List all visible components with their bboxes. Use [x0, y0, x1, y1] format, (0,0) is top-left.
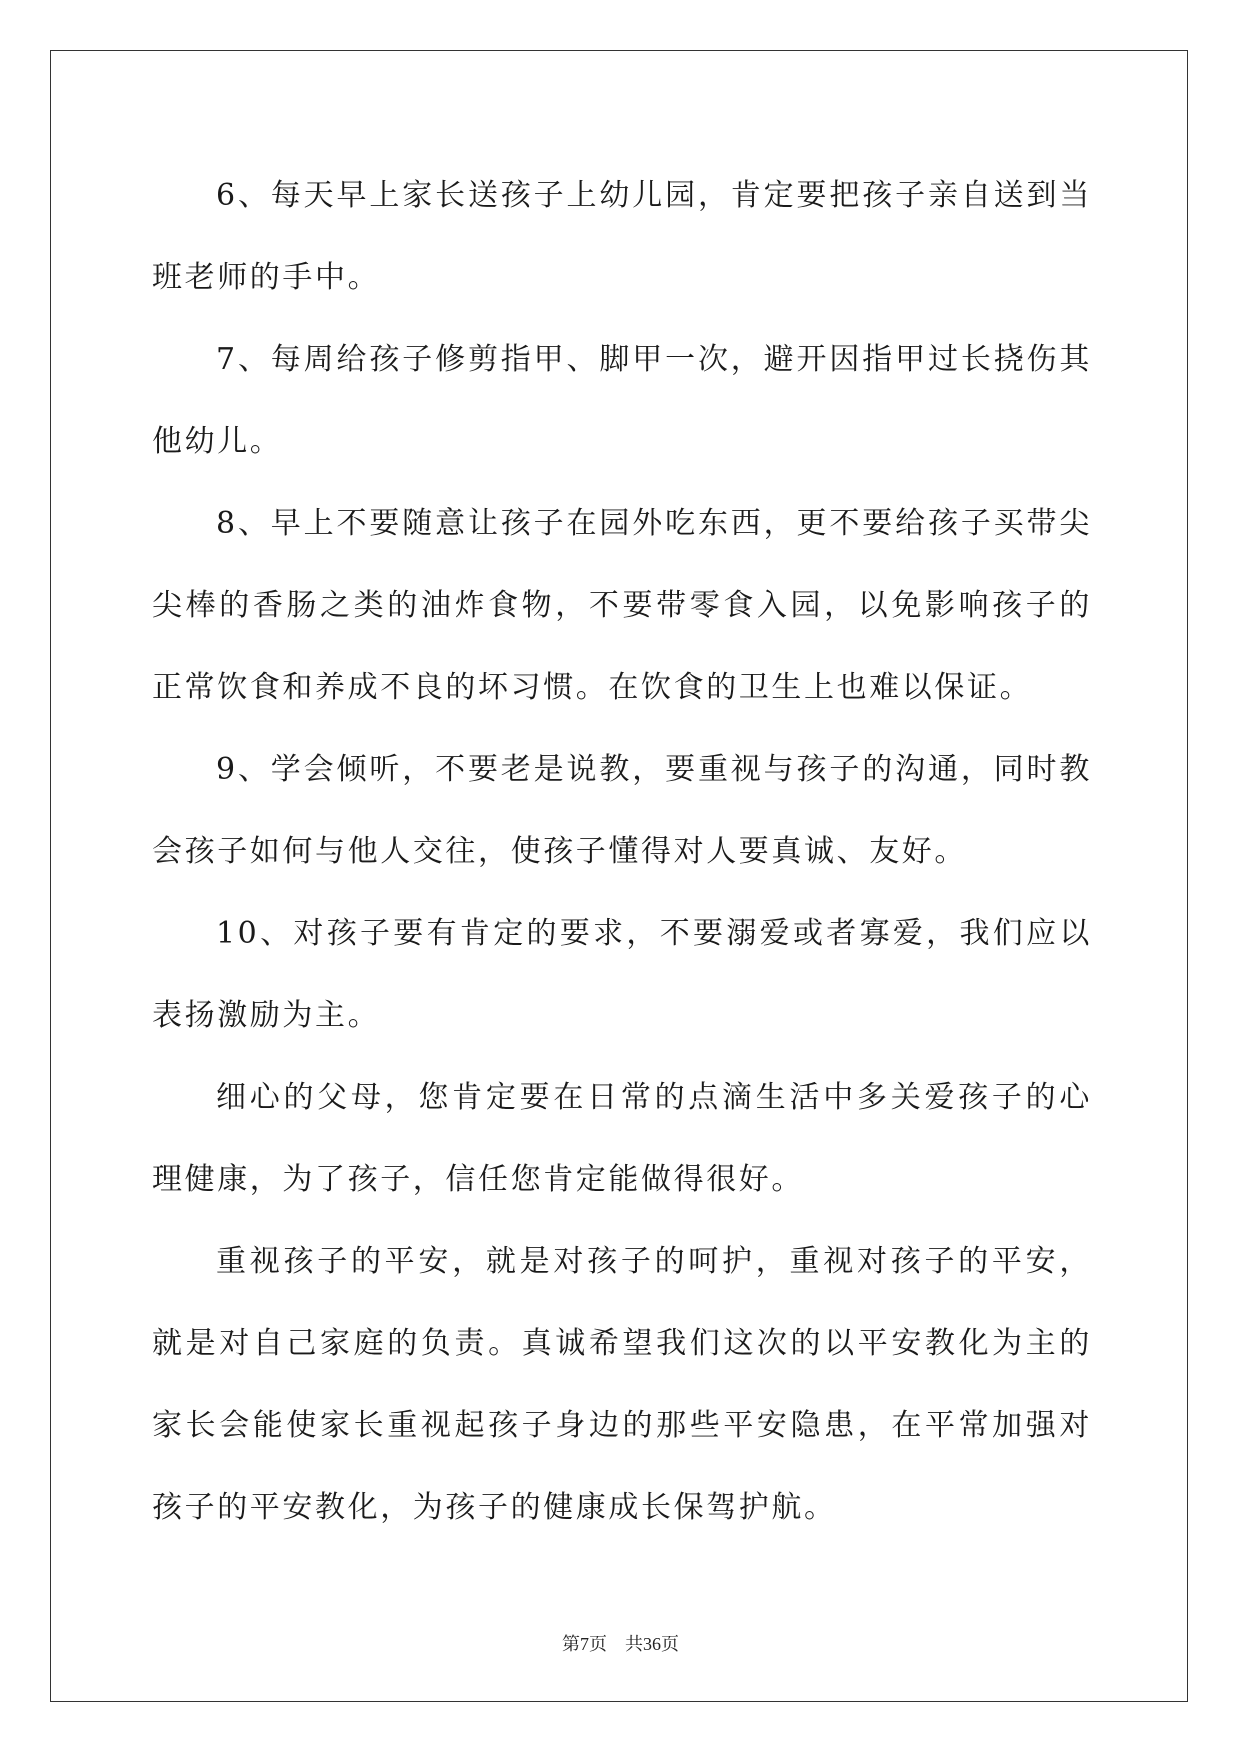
- page-number: 第7页: [562, 1634, 607, 1654]
- paragraph-item-10: 10、对孩子要有肯定的要求，不要溺爱或者寡爱，我们应以表扬激励为主。: [152, 916, 1092, 1033]
- page-footer: [0, 1630, 1241, 1656]
- paragraph-item-9: 9、学会倾听，不要老是说教，要重视与孩子的沟通，同时教会孩子如何与他人交往，使孩子懂得对人要真诚、友好。: [152, 752, 1092, 869]
- paragraph-item-6: 6、每天早上家长送孩子上幼儿园，肯定要把孩子亲自送到当班老师的手中。: [152, 178, 1092, 295]
- paragraph-item-7: 7、每周给孩子修剪指甲、脚甲一次，避开因指甲过长挠伤其他幼儿。: [152, 342, 1092, 459]
- document-body: [152, 155, 1092, 1549]
- paragraph-safety-conclusion: 重视孩子的平安，就是对孩子的呵护，重视对孩子的平安，就是对自己家庭的负责。真诚希望我们这次的以平安教化为主的家长会能使家长重视起孩子身边的那些平安隐患，在平常加强对孩子的平安教化，为孩子的健康成长保驾护航。: [152, 1244, 1092, 1525]
- page-total: 共36页: [625, 1634, 679, 1654]
- paragraph-parents-note: 细心的父母，您肯定要在日常的点滴生活中多关爱孩子的心理健康，为了孩子，信任您肯定能做得很好。: [152, 1080, 1092, 1197]
- paragraph-item-8: 8、早上不要随意让孩子在园外吃东西，更不要给孩子买带尖尖棒的香肠之类的油炸食物，不要带零食入园，以免影响孩子的正常饮食和养成不良的坏习惯。在饮食的卫生上也难以保证。: [152, 506, 1092, 705]
